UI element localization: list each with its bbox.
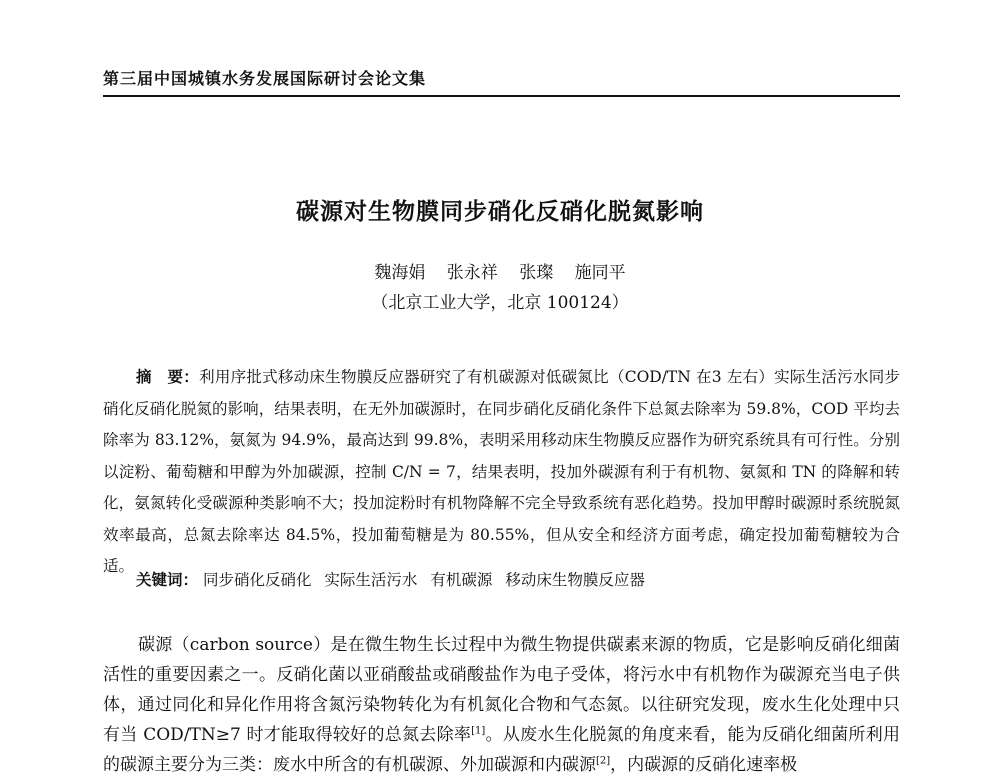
author-name: 施同平 <box>574 263 626 283</box>
running-header: 第三届中国城镇水务发展国际研讨会论文集 <box>103 69 427 88</box>
keyword: 有机碳源 <box>430 571 493 589</box>
author-name: 张永祥 <box>446 263 498 283</box>
body-text-part: 。从废水生化脱氮的角度来看，能为反硝化细菌所利用的碳源主要分为三类：废水中所含的有机碳源、外加碳源和内碳源 <box>103 725 900 775</box>
abstract <box>103 362 900 583</box>
keyword: 实际生活污水 <box>324 571 418 589</box>
author-name: 魏海娟 <box>374 263 426 283</box>
keywords-label: 关键词： <box>136 571 199 589</box>
keyword: 同步硝化反硝化 <box>202 571 312 589</box>
keyword: 移动床生物膜反应器 <box>505 571 645 589</box>
body-text-part: ，内碳源的反硝化速率极 <box>610 755 798 775</box>
keywords <box>136 565 900 596</box>
abstract-text: 利用序批式移动床生物膜反应器研究了有机碳源对低碳氮比（COD/TN 在3 左右）实际生活污水同步硝化反硝化脱氮的影响，结果表明，在无外加碳源时，在同步硝化反硝化条件下总氮去除率为 59.8%，COD 平均去除率为 83.12%，氨氮为 94.9%，最高达到 99.8%，表明采用移动床生物膜反应器作为研究系统具有可行性。分别以淀粉、葡萄糖和甲醇为外加碳源，控制 C/N = 7，结果表明，投加外碳源有利于有机物、氨氮和 TN 的降解和转化，氨氮转化受碳源种类影响不大；投加淀粉时有机物降解不完全导致系统有恶化趋势。投加甲醇时碳源时系统脱氮效率最高，总氮去除率达 84.5%，投加葡萄糖是为 80.55%，但从安全和经济方面考虑，确定投加葡萄糖较为合适。 <box>103 368 900 575</box>
affiliation: （北京工业大学，北京 100124） <box>371 293 629 313</box>
author-name: 张璨 <box>519 263 554 283</box>
body-text-part: 碳源（carbon source）是在微生物生长过程中为微生物提供碳素来源的物质，它是影响反硝化细菌活性的重要因素之一。反硝化菌以亚硝酸盐或硝酸盐作为电子受体，将污水中有机物作为碳源充当电子供体，通过同化和异化作用将含氮污染物转化为有机氮化合物和气态氮。以往研究发现，废水生化处理中只有当 COD/TN≥7 时才能取得较好的总氮去除率 <box>103 635 900 745</box>
body-paragraph <box>103 630 900 780</box>
author-list <box>0 258 1000 283</box>
citation-ref[interactable]: [1] <box>471 725 486 737</box>
paper-title: 碳源对生物膜同步硝化反硝化脱氮影响 <box>296 199 704 225</box>
abstract-label: 摘 要： <box>136 368 200 386</box>
citation-ref[interactable]: [2] <box>596 755 611 767</box>
header-rule <box>103 95 900 97</box>
